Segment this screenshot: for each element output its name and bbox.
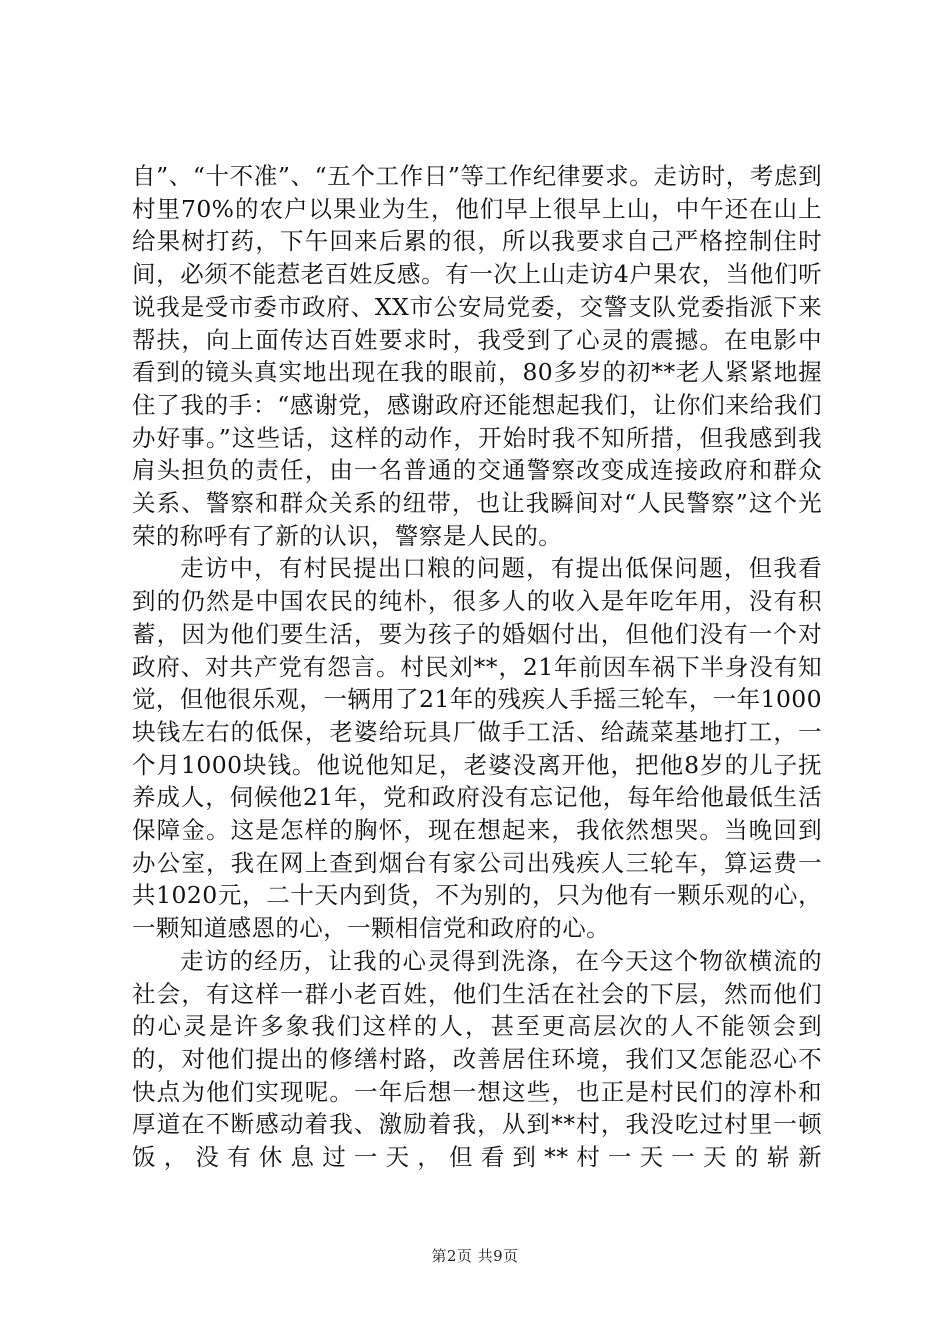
paragraph-villager-story: 走访中，有村民提出口粮的问题，有提出低保问题，但我看到的仍然是中国农民的纯朴，很多人的收入是年吃年用，没有积蓄，因为他们要生活，要为孩子的婚姻付出，但他们没有一个对政府、对共产党有怨言。村民刘**，21年前因车祸下半身没有知觉，但他很乐观，一辆用了21年的残疾人手摇三轮车，一年1000块钱左右的低保，老婆给玩具厂做手工活、给蔬菜基地打工，一个月1000块钱。他说他知足，老婆没离开他，把他8岁的儿子抚养成人，伺候他21年，党和政府没有忘记他，每年给他最低生活保障金。这是怎样的胸怀，现在想起来，我依然想哭。当晚回到办公室，我在网上查到烟台有家公司出残疾人三轮车，算运费一共1020元，二十天内到货，不为别的，只为他有一颗乐观的心，一颗知道感恩的心，一颗相信党和政府的心。 <box>132 554 822 943</box>
paragraph-reflection: 走访的经历，让我的心灵得到洗涤，在今天这个物欲横流的社会，有这样一群小老百姓，他们生活在社会的下层，然而他们的心灵是许多象我们这样的人，甚至更高层次的人不能领会到的，对他们提出的修缮村路，改善居住环境，我们又怎能忍心不快点为他们实现呢。一年后想一想这些，也正是村民们的淳朴和厚道在不断感动着我、激励着我，从到**村，我没吃过村里一顿饭，没有休息过一天，但看到**村一天一天的崭新 <box>132 946 822 1172</box>
document-body <box>132 160 822 1174</box>
paragraph-continued: 自”、“十不准”、“五个工作日”等工作纪律要求。走访时，考虑到村里70%的农户以果业为生，他们早上很早上山，中午还在山上给果树打药，下午回来后累的很，所以我要求自己严格控制住时间，必须不能惹老百姓反感。有一次上山走访4户果农，当他们听说我是受市委市政府、XX市公安局党委，交警支队党委指派下来帮扶，向上面传达百姓要求时，我受到了心灵的震撼。在电影中看到的镜头真实地出现在我的眼前，80多岁的初**老人紧紧地握住了我的手：“感谢党，感谢政府还能想起我们，让你们来给我们办好事。”这些话，这样的动作，开始时我不知所措，但我感到我肩头担负的责任，由一名普通的交通警察改变成连接政府和群众关系、警察和群众关系的纽带，也让我瞬间对“人民警察”这个光荣的称呼有了新的认识，警察是人民的。 <box>132 162 822 550</box>
page-number-footer: 第2页 共9页 <box>431 1247 519 1265</box>
